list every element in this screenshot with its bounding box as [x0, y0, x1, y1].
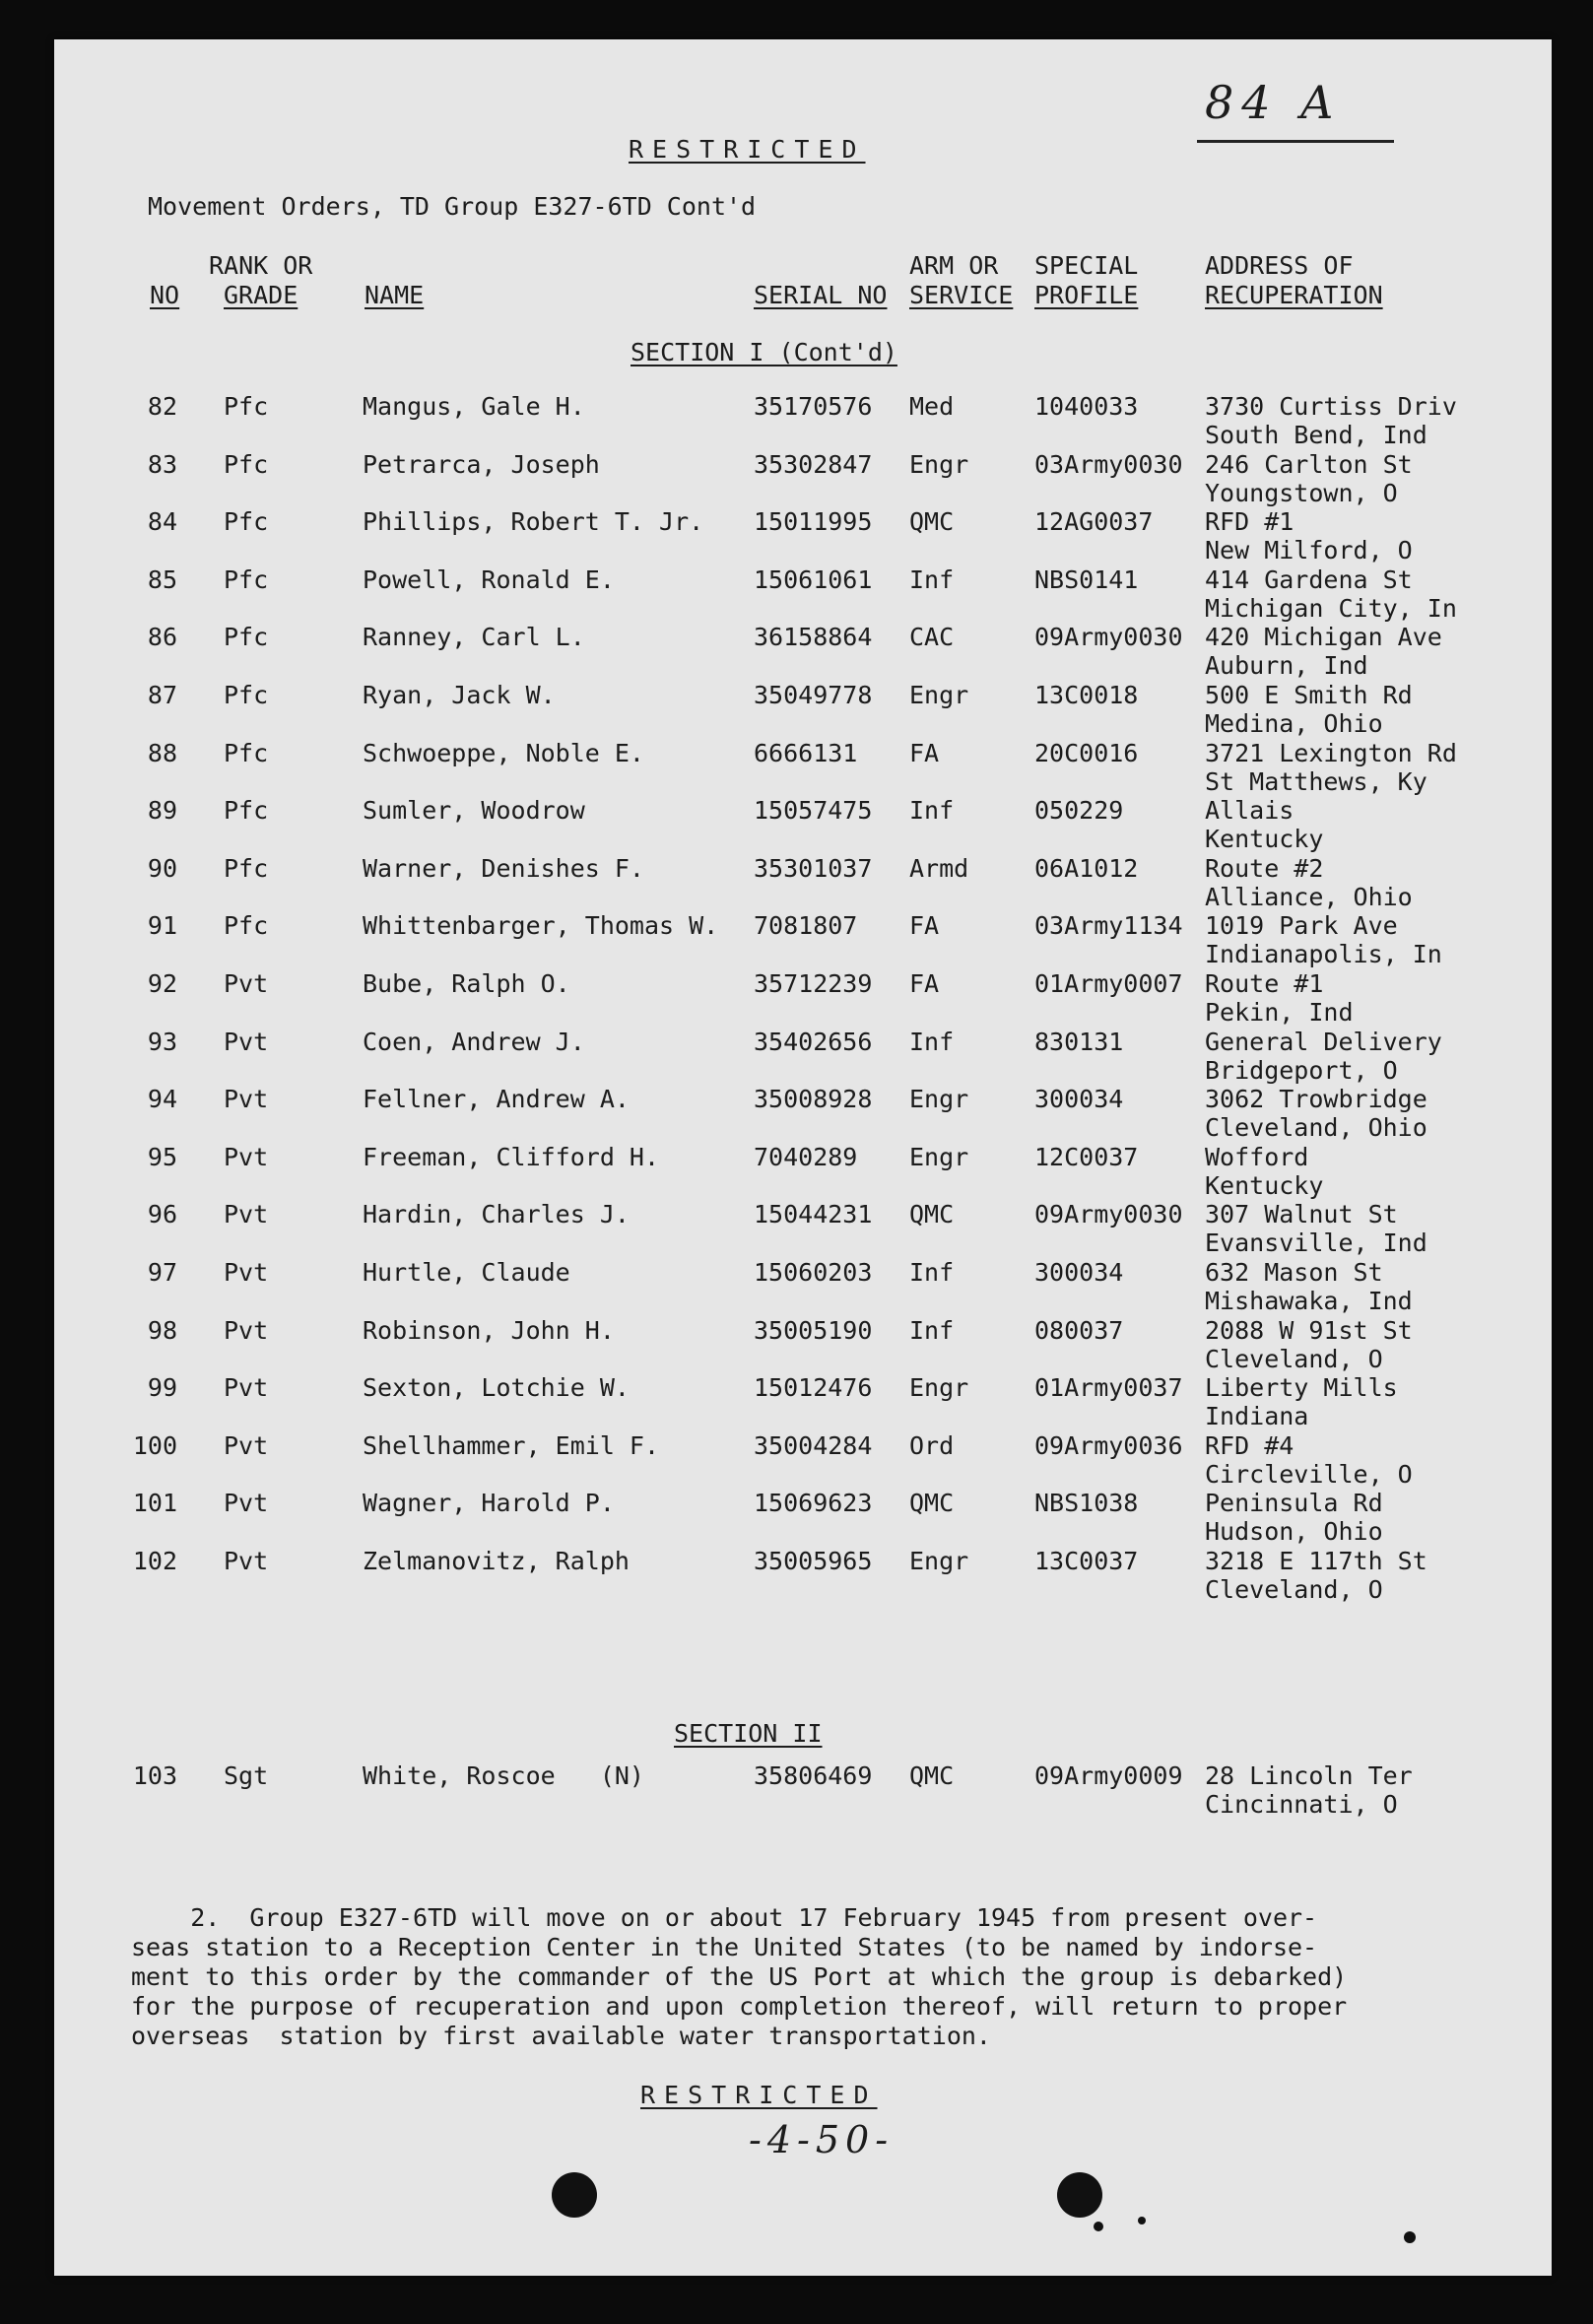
cell-name: Whittenbarger, Thomas W.: [363, 911, 719, 941]
cell-rank: Pvt: [224, 1027, 269, 1056]
table-row: [54, 1431, 1552, 1491]
cell-address-line2: Cleveland, Ohio: [1205, 1113, 1427, 1143]
paragraph-line: ment to this order by the commander of the US Port at which the group is debarked): [131, 1962, 1348, 1991]
section-2-heading: SECTION II: [674, 1719, 823, 1748]
cell-profile: 01Army0037: [1034, 1373, 1183, 1403]
cell-address-line1: 3730 Curtiss Driv: [1205, 392, 1457, 421]
cell-name: White, Roscoe (N): [363, 1761, 644, 1790]
classification-top: RESTRICTED: [629, 135, 866, 164]
cell-name: Schwoeppe, Noble E.: [363, 738, 644, 767]
cell-serial: 6666131: [754, 738, 858, 767]
cell-profile: 300034: [1034, 1085, 1124, 1114]
cell-service: QMC: [909, 1200, 955, 1229]
cell-serial: 35301037: [754, 853, 873, 883]
cell-address-line1: 420 Michigan Ave: [1205, 623, 1442, 652]
cell-no: 102: [132, 1547, 177, 1575]
cell-address-line2: Cincinnati, O: [1205, 1790, 1398, 1819]
table-row: [54, 1316, 1552, 1375]
cell-address-line2: Michigan City, In: [1205, 593, 1457, 623]
cell-service: Engr: [909, 1142, 969, 1171]
cell-service: Inf: [909, 564, 955, 594]
cell-no: 99: [147, 1373, 177, 1403]
cell-no: 89: [147, 796, 177, 826]
cell-service: QMC: [909, 507, 955, 537]
table-row: [54, 565, 1552, 625]
cell-service: QMC: [909, 1761, 955, 1790]
cell-address-line2: Mishawaka, Ind: [1205, 1287, 1413, 1315]
cell-name: Zelmanovitz, Ralph: [363, 1547, 630, 1575]
cell-no: 95: [147, 1142, 177, 1171]
cell-profile: 1040033: [1034, 392, 1139, 421]
cell-rank: Pfc: [224, 738, 269, 767]
cell-serial: 7040289: [754, 1142, 858, 1171]
cell-name: Mangus, Gale H.: [363, 392, 585, 421]
cell-address-line1: Liberty Mills: [1205, 1373, 1398, 1403]
cell-profile: 09Army0009: [1034, 1761, 1183, 1790]
cell-serial: 15061061: [754, 564, 873, 594]
cell-name: Phillips, Robert T. Jr.: [363, 507, 704, 537]
cell-no: 92: [147, 969, 177, 998]
cell-no: 83: [147, 449, 177, 479]
paragraph-line: for the purpose of recuperation and upon completion thereof, will return to proper: [131, 1992, 1348, 2021]
cell-address-line1: 500 E Smith Rd: [1205, 681, 1413, 709]
cell-service: Inf: [909, 1258, 955, 1287]
cell-profile: 09Army0030: [1034, 1200, 1183, 1229]
cell-name: Robinson, John H.: [363, 1315, 615, 1345]
punch-hole-right: [1057, 2172, 1102, 2218]
cell-profile: 300034: [1034, 1258, 1124, 1287]
cell-profile: 13C0018: [1034, 681, 1139, 709]
cell-serial: 35302847: [754, 449, 873, 479]
table-row: [54, 1373, 1552, 1432]
cell-no: 86: [147, 623, 177, 652]
cell-serial: 15011995: [754, 507, 873, 537]
cell-name: Ranney, Carl L.: [363, 623, 585, 652]
col-header-serial: SERIAL NO: [754, 281, 888, 309]
cell-service: Armd: [909, 853, 969, 883]
cell-address-line1: Allais: [1205, 796, 1294, 826]
ink-speck: [1404, 2231, 1416, 2243]
cell-service: Inf: [909, 1315, 955, 1345]
cell-name: Hardin, Charles J.: [363, 1200, 630, 1229]
cell-address-line1: RFD #1: [1205, 507, 1294, 537]
cell-address-line1: 246 Carlton St: [1205, 449, 1413, 479]
table-row: [54, 623, 1552, 682]
cell-rank: Pvt: [224, 1200, 269, 1229]
cell-rank: Pvt: [224, 1373, 269, 1403]
cell-no: 90: [147, 853, 177, 883]
cell-address-line1: 414 Gardena St: [1205, 564, 1413, 594]
cell-profile: NBS0141: [1034, 564, 1139, 594]
cell-address-line2: Auburn, Ind: [1205, 651, 1368, 681]
cell-service: Engr: [909, 1373, 969, 1403]
cell-profile: 12C0037: [1034, 1142, 1139, 1171]
cell-service: Engr: [909, 1085, 969, 1114]
cell-service: Engr: [909, 449, 969, 479]
cell-address-line2: Indianapolis, In: [1205, 940, 1442, 969]
cell-serial: 35008928: [754, 1085, 873, 1114]
col-header-profile: PROFILE: [1034, 281, 1139, 309]
cell-serial: 35005190: [754, 1315, 873, 1345]
cell-address-line1: 1019 Park Ave: [1205, 911, 1398, 941]
cell-service: CAC: [909, 623, 955, 652]
cell-serial: 7081807: [754, 911, 858, 941]
cell-name: Petrarca, Joseph: [363, 449, 600, 479]
cell-rank: Pvt: [224, 969, 269, 998]
cell-name: Warner, Denishes F.: [363, 853, 644, 883]
cell-serial: 15060203: [754, 1258, 873, 1287]
cell-name: Sexton, Lotchie W.: [363, 1373, 630, 1403]
cell-rank: Sgt: [224, 1761, 269, 1790]
cell-name: Powell, Ronald E.: [363, 564, 615, 594]
cell-address-line1: 3218 E 117th St: [1205, 1547, 1427, 1575]
cell-address-line2: Kentucky: [1205, 825, 1324, 854]
classification-bottom: RESTRICTED: [640, 2081, 878, 2109]
cell-service: Engr: [909, 681, 969, 709]
cell-name: Hurtle, Claude: [363, 1258, 570, 1287]
col-header-grade: GRADE: [224, 281, 299, 309]
cell-address-line2: Circleville, O: [1205, 1459, 1413, 1489]
cell-serial: 35712239: [754, 969, 873, 998]
page-footer-number: -4-50-: [749, 2118, 895, 2161]
cell-no: 94: [147, 1085, 177, 1114]
cell-address-line1: 632 Mason St: [1205, 1258, 1383, 1287]
cell-address-line2: Cleveland, O: [1205, 1575, 1383, 1604]
cell-address-line2: St Matthews, Ky: [1205, 766, 1427, 796]
col-header-recuperation: RECUPERATION: [1205, 281, 1383, 309]
cell-address-line2: Indiana: [1205, 1402, 1309, 1431]
table-row: [54, 969, 1552, 1029]
cell-rank: Pfc: [224, 392, 269, 421]
cell-serial: 15069623: [754, 1489, 873, 1518]
table-row: [54, 1547, 1552, 1606]
cell-serial: 36158864: [754, 623, 873, 652]
col-header-rank-line1: RANK OR: [209, 251, 313, 280]
cell-no: 98: [147, 1315, 177, 1345]
cell-no: 85: [147, 564, 177, 594]
table-row: [54, 1028, 1552, 1087]
cell-no: 84: [147, 507, 177, 537]
cell-rank: Pvt: [224, 1142, 269, 1171]
cell-rank: Pvt: [224, 1085, 269, 1114]
punch-hole-left: [552, 2172, 597, 2218]
cell-rank: Pvt: [224, 1430, 269, 1460]
cell-no: 87: [147, 681, 177, 709]
cell-profile: 01Army0007: [1034, 969, 1183, 998]
cell-address-line1: Route #1: [1205, 969, 1324, 998]
cell-serial: 35049778: [754, 681, 873, 709]
cell-rank: Pfc: [224, 681, 269, 709]
col-header-name: NAME: [365, 281, 425, 309]
cell-no: 97: [147, 1258, 177, 1287]
cell-address-line2: Medina, Ohio: [1205, 709, 1383, 738]
table-row: [54, 796, 1552, 855]
cell-address-line1: 3721 Lexington Rd: [1205, 738, 1457, 767]
col-header-special-line1: SPECIAL: [1034, 251, 1139, 280]
table-row: [54, 854, 1552, 913]
cell-serial: 15012476: [754, 1373, 873, 1403]
cell-profile: 06A1012: [1034, 853, 1139, 883]
cell-serial: 15057475: [754, 796, 873, 826]
cell-address-line2: Kentucky: [1205, 1170, 1324, 1200]
cell-address-line1: RFD #4: [1205, 1430, 1294, 1460]
cell-service: FA: [909, 969, 940, 998]
table-row: [54, 1258, 1552, 1317]
cell-rank: Pfc: [224, 796, 269, 826]
cell-profile: 09Army0036: [1034, 1430, 1183, 1460]
cell-address-line1: 2088 W 91st St: [1205, 1315, 1413, 1345]
cell-rank: Pvt: [224, 1547, 269, 1575]
cell-service: Med: [909, 392, 955, 421]
cell-no: 82: [147, 392, 177, 421]
cell-serial: 15044231: [754, 1200, 873, 1229]
document-subtitle: Movement Orders, TD Group E327-6TD Cont'd: [148, 192, 757, 221]
cell-serial: 35004284: [754, 1430, 873, 1460]
cell-serial: 35005965: [754, 1547, 873, 1575]
cell-profile: 830131: [1034, 1027, 1124, 1056]
cell-rank: Pvt: [224, 1258, 269, 1287]
cell-no: 101: [132, 1489, 177, 1518]
cell-no: 96: [147, 1200, 177, 1229]
cell-no: 88: [147, 738, 177, 767]
table-row: [54, 1761, 1552, 1821]
cell-service: Inf: [909, 796, 955, 826]
cell-rank: Pfc: [224, 507, 269, 537]
cell-name: Fellner, Andrew A.: [363, 1085, 630, 1114]
cell-no: 100: [132, 1430, 177, 1460]
cell-service: Engr: [909, 1547, 969, 1575]
cell-profile: 03Army1134: [1034, 911, 1183, 941]
cell-service: QMC: [909, 1489, 955, 1518]
cell-service: Ord: [909, 1430, 955, 1460]
cell-rank: Pfc: [224, 449, 269, 479]
cell-name: Freeman, Clifford H.: [363, 1142, 660, 1171]
paragraph-line: overseas station by first available water transportation.: [131, 2022, 991, 2050]
annotation-underline: [1197, 140, 1394, 143]
cell-rank: Pvt: [224, 1489, 269, 1518]
cell-profile: NBS1038: [1034, 1489, 1139, 1518]
table-row: [54, 450, 1552, 509]
cell-rank: Pfc: [224, 623, 269, 652]
table-row: [54, 1085, 1552, 1144]
cell-name: Ryan, Jack W.: [363, 681, 556, 709]
page-number-annotation: 84 A: [1205, 76, 1342, 129]
table-row: [54, 739, 1552, 798]
cell-address-line1: 3062 Trowbridge: [1205, 1085, 1427, 1114]
cell-address-line1: Peninsula Rd: [1205, 1489, 1383, 1518]
cell-profile: 050229: [1034, 796, 1124, 826]
paragraph-line: seas station to a Reception Center in the United States (to be named by indorse-: [131, 1933, 1318, 1961]
cell-name: Shellhammer, Emil F.: [363, 1430, 660, 1460]
cell-rank: Pfc: [224, 853, 269, 883]
col-header-no: NO: [150, 281, 180, 309]
cell-address-line2: Alliance, Ohio: [1205, 882, 1413, 911]
cell-service: Inf: [909, 1027, 955, 1056]
cell-address-line2: Bridgeport, O: [1205, 1055, 1398, 1085]
cell-address-line1: General Delivery: [1205, 1027, 1442, 1056]
cell-name: Sumler, Woodrow: [363, 796, 585, 826]
cell-name: Coen, Andrew J.: [363, 1027, 585, 1056]
cell-profile: 13C0037: [1034, 1547, 1139, 1575]
cell-no: 93: [147, 1027, 177, 1056]
cell-profile: 12AG0037: [1034, 507, 1154, 537]
cell-address-line2: South Bend, Ind: [1205, 421, 1427, 449]
cell-address-line2: Pekin, Ind: [1205, 998, 1354, 1027]
cell-address-line2: Hudson, Ohio: [1205, 1517, 1383, 1547]
cell-profile: 080037: [1034, 1315, 1124, 1345]
cell-profile: 03Army0030: [1034, 449, 1183, 479]
cell-serial: 35170576: [754, 392, 873, 421]
cell-address-line2: New Milford, O: [1205, 536, 1413, 565]
cell-service: FA: [909, 738, 940, 767]
cell-address-line1: Route #2: [1205, 853, 1324, 883]
col-header-service: SERVICE: [909, 281, 1014, 309]
table-row: [54, 681, 1552, 740]
cell-rank: Pfc: [224, 911, 269, 941]
ink-speck: [1094, 2222, 1103, 2231]
cell-address-line2: Cleveland, O: [1205, 1344, 1383, 1373]
cell-address-line2: Youngstown, O: [1205, 478, 1398, 507]
cell-no: 103: [132, 1761, 177, 1790]
table-row: [54, 1143, 1552, 1202]
document-page: [54, 39, 1552, 2276]
cell-address-line1: 28 Lincoln Ter: [1205, 1761, 1413, 1790]
cell-address-line1: 307 Walnut St: [1205, 1200, 1398, 1229]
cell-name: Bube, Ralph O.: [363, 969, 570, 998]
table-row: [54, 507, 1552, 566]
cell-address-line2: Evansville, Ind: [1205, 1228, 1427, 1258]
cell-service: FA: [909, 911, 940, 941]
table-row: [54, 911, 1552, 970]
cell-serial: 35402656: [754, 1027, 873, 1056]
paragraph-line: 2. Group E327-6TD will move on or about 17 February 1945 from present over-: [131, 1903, 1318, 1932]
cell-rank: Pvt: [224, 1315, 269, 1345]
table-row: [54, 1200, 1552, 1259]
table-row: [54, 392, 1552, 451]
cell-profile: 20C0016: [1034, 738, 1139, 767]
ink-speck: [1138, 2217, 1146, 2224]
cell-rank: Pfc: [224, 564, 269, 594]
section-1-heading: SECTION I (Cont'd): [631, 338, 897, 366]
cell-address-line1: Wofford: [1205, 1142, 1309, 1171]
cell-profile: 09Army0030: [1034, 623, 1183, 652]
col-header-address-line1: ADDRESS OF: [1205, 251, 1354, 280]
cell-serial: 35806469: [754, 1761, 873, 1790]
cell-name: Wagner, Harold P.: [363, 1489, 615, 1518]
table-row: [54, 1489, 1552, 1548]
col-header-arm-line1: ARM OR: [909, 251, 999, 280]
cell-no: 91: [147, 911, 177, 941]
